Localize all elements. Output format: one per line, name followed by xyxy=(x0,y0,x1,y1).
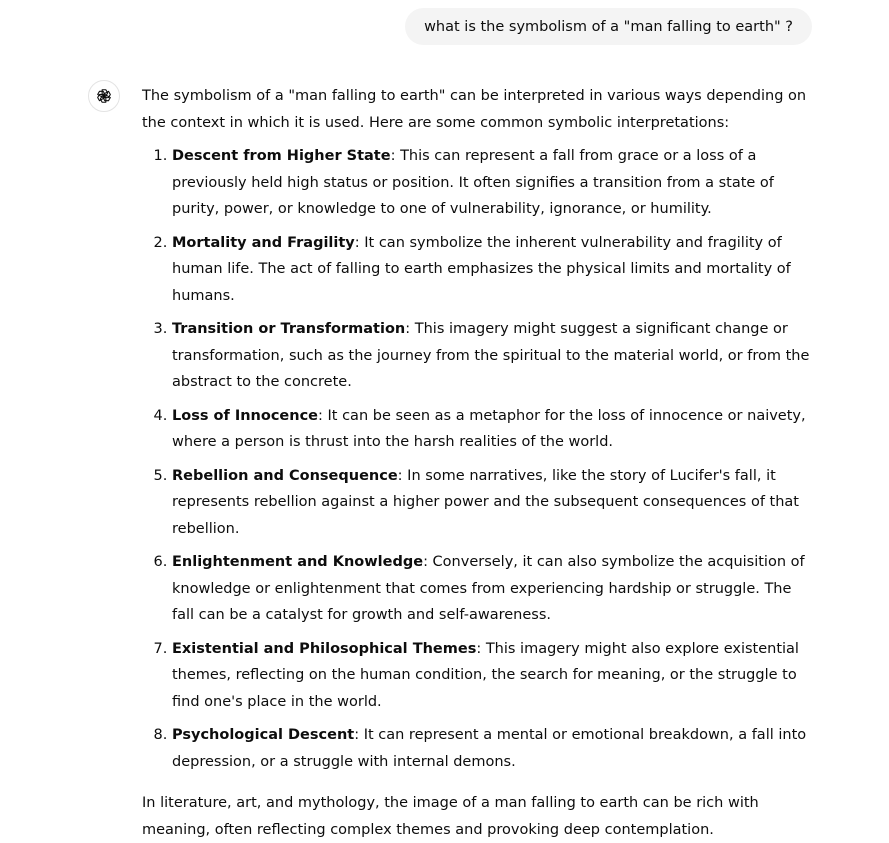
interpretations-list xyxy=(142,143,812,775)
list-item xyxy=(172,230,812,310)
assistant-message xyxy=(142,83,812,843)
list-item xyxy=(172,143,812,223)
user-message-bubble xyxy=(405,8,812,45)
item-title: Rebellion and Consequence xyxy=(172,467,398,484)
list-item xyxy=(172,636,812,716)
item-title: Enlightenment and Knowledge xyxy=(172,554,424,570)
item-text: : In some narratives, like the story of Lucifer's fall, it represents rebellion against a higher power and the subsequent consequences of that rebellion. xyxy=(172,467,799,537)
assistant-avatar xyxy=(88,80,120,112)
item-text: : It can represent a mental or emotional breakdown, a fall into depression, or a struggle with internal demons. xyxy=(172,727,807,770)
item-text: : This imagery might suggest a significant change or transformation, such as the journey from the spiritual to the material world, or from the abstract to the concrete. xyxy=(172,321,810,390)
user-message-text: what is the symbolism of a "man falling to earth" ? xyxy=(424,18,793,35)
list-item xyxy=(172,316,812,396)
list-item xyxy=(172,463,812,543)
item-text: : This imagery might also explore existential themes, reflecting on the human condition, the search for meaning, or the struggle to find one's place in the world. xyxy=(172,640,799,710)
answer-intro: The symbolism of a "man falling to earth" can be interpreted in various ways depending on the context in which it is used. Here are some common symbolic interpretations: xyxy=(142,88,807,131)
item-title: Psychological Descent xyxy=(172,727,355,743)
openai-logo-icon xyxy=(94,86,114,106)
item-text: : It can be seen as a metaphor for the loss of innocence or naivety, where a person is thrust into the harsh realities of the world. xyxy=(172,407,806,450)
answer-closing: In literature, art, and mythology, the image of a man falling to earth can be rich with meaning, often reflecting complex themes and provoking deep contemplation. xyxy=(142,795,759,838)
list-item xyxy=(172,722,812,775)
list-item xyxy=(172,549,812,629)
item-text: : It can symbolize the inherent vulnerability and fragility of human life. The act of falling to earth emphasizes the physical limits and mortality of humans. xyxy=(172,234,791,304)
item-title: Loss of Innocence xyxy=(172,407,319,424)
list-item xyxy=(172,403,812,456)
item-text: : Conversely, it can also symbolize the acquisition of knowledge or enlightenment that comes from experiencing hardship or struggle. The fall can be a catalyst for growth and self-awareness. xyxy=(172,554,805,623)
item-title: Transition or Transformation xyxy=(172,321,406,337)
item-text: : This can represent a fall from grace or a loss of a previously held high status or position. It often signifies a transition from a state of purity, power, or knowledge to one of vulnerability, ignorance, or humility. xyxy=(172,148,774,217)
item-title: Descent from Higher State xyxy=(172,148,391,164)
item-title: Mortality and Fragility xyxy=(172,234,355,251)
item-title: Existential and Philosophical Themes xyxy=(172,640,477,657)
